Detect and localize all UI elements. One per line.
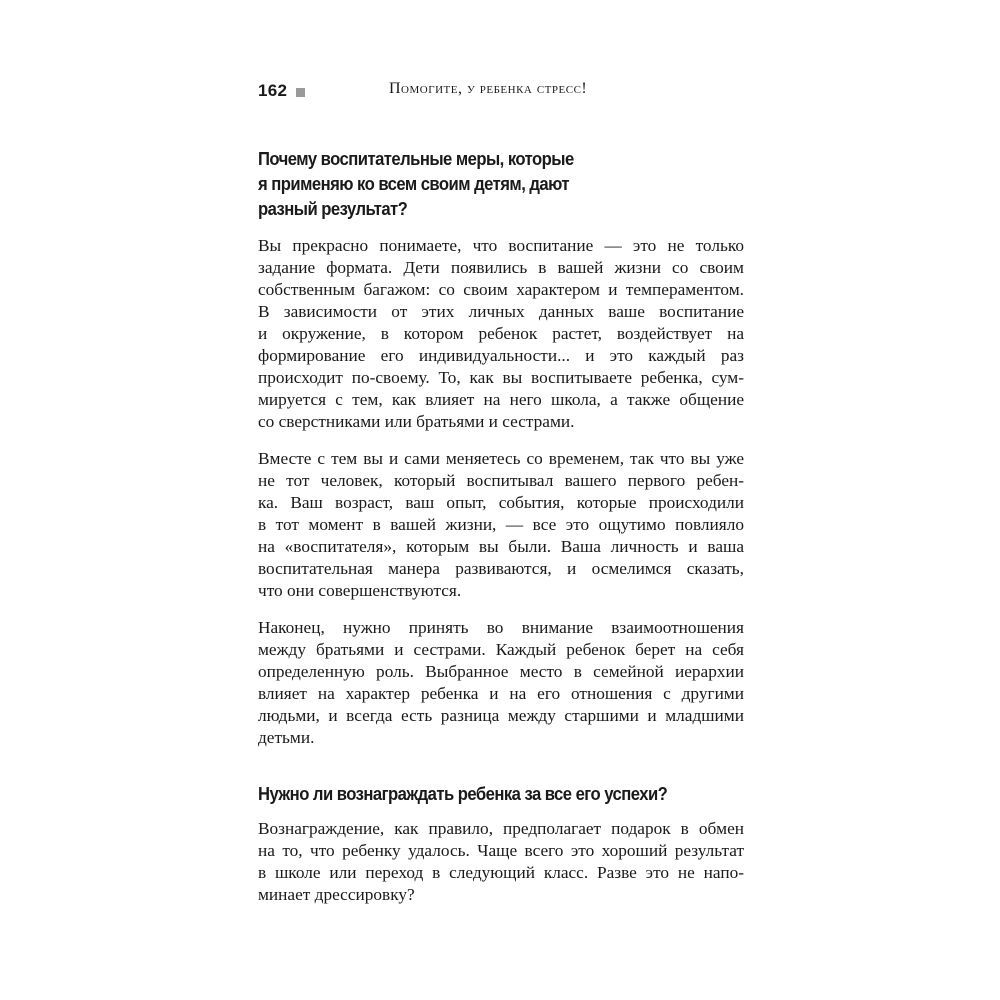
- text-line: в тот момент в вашей жизни, — все это ощутимо повлияло: [258, 515, 744, 534]
- text-line: в школе или переход в следующий класс. Разве это не напо-: [258, 863, 744, 882]
- text-line: Вознаграждение, как правило, предполагает подарок в обмен: [258, 819, 744, 838]
- text-line: определенную роль. Выбранное место в семейной иерархии: [258, 662, 744, 681]
- text-line: ка. Ваш возраст, ваш опыт, события, которые происходили: [258, 493, 744, 512]
- running-head: [258, 78, 748, 104]
- text-line: на «воспитателя», которым вы были. Ваша личность и ваша: [258, 537, 744, 556]
- text-line: собственным багажом: со своим характером и темпераментом.: [258, 280, 744, 299]
- body-paragraph: [258, 448, 744, 602]
- text-line: со сверстниками или братьями и сестрами.: [258, 412, 575, 431]
- text-line: мируется с тем, как влияет на него школа, а также общение: [258, 390, 744, 409]
- body-paragraph: [258, 617, 744, 749]
- section-heading: [258, 146, 636, 221]
- text-line: влияет на характер ребенка и на его отношения с другими: [258, 684, 744, 703]
- text-line: В зависимости от этих личных данных ваше воспитание: [258, 302, 744, 321]
- heading-line: Почему воспитательные меры, которые: [258, 148, 574, 169]
- heading-line: я применяю ко всем своим детям, дают: [258, 173, 569, 194]
- text-line: на то, что ребенку удалось. Чаще всего это хороший результат: [258, 841, 744, 860]
- text-line: и окружение, в котором ребенок растет, воздействует на: [258, 324, 744, 343]
- body-paragraph: [258, 818, 744, 906]
- text-line: детьми.: [258, 728, 315, 747]
- heading-line: разный результат?: [258, 198, 408, 219]
- section-heading: [258, 781, 762, 806]
- page-number: 162: [258, 81, 288, 100]
- body-paragraph: [258, 235, 744, 433]
- text-line: не тот человек, который воспитывал вашего первого ребен-: [258, 471, 744, 490]
- text-line: формирование его индивидуальности... и это каждый раз: [258, 346, 744, 365]
- square-marker-icon: [296, 88, 305, 97]
- text-line: людьми, и всегда есть разница между старшими и младшими: [258, 706, 744, 725]
- text-line: воспитательная манера развиваются, и осмелимся сказать,: [258, 559, 744, 578]
- page-content: [258, 146, 744, 921]
- book-title: Помогите, у ребенка стресс!: [389, 80, 588, 97]
- text-line: задание формата. Дети появились в вашей жизни со своим: [258, 258, 744, 277]
- text-line: Вместе с тем вы и сами меняетесь со временем, так что вы уже: [258, 449, 744, 468]
- heading-line: Нужно ли вознаграждать ребенка за все его успехи?: [258, 783, 668, 804]
- text-line: Наконец, нужно принять во внимание взаимоотношения: [258, 618, 744, 637]
- text-line: между братьями и сестрами. Каждый ребенок берет на себя: [258, 640, 744, 659]
- text-line: Вы прекрасно понимаете, что воспитание — это не только: [258, 236, 744, 255]
- text-line: что они совершенствуются.: [258, 581, 462, 600]
- text-line: происходит по-своему. То, как вы воспитываете ребенка, сум-: [258, 368, 744, 387]
- text-line: минает дрессировку?: [258, 885, 415, 904]
